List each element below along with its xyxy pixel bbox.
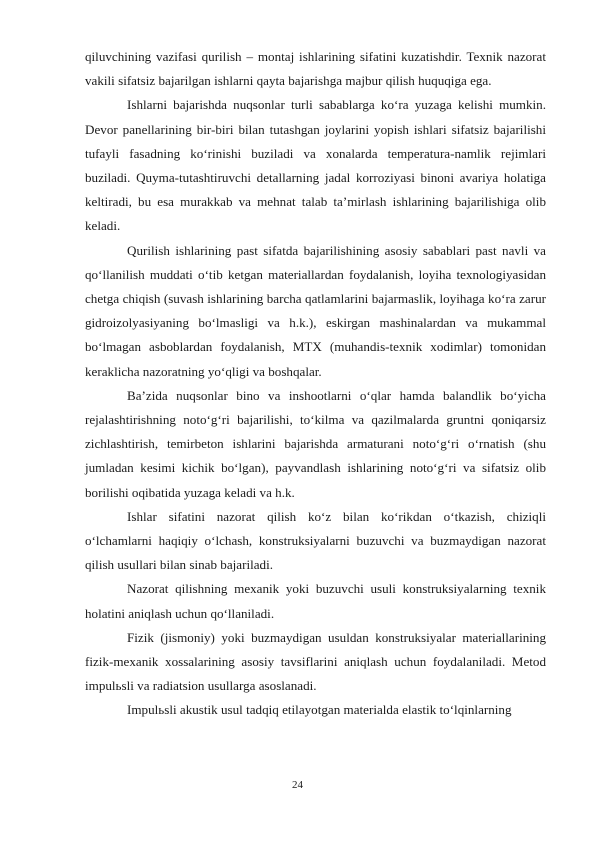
paragraph-6: Nazorat qilishning mexanik yoki buzuvchi usuli konstruksiyalarning texnik holatini aniqlash uchun qo‘llaniladi. (85, 581, 546, 621)
page-number: 24 (292, 779, 303, 791)
document-page (85, 45, 546, 723)
paragraph-5: Ishlar sifatini nazorat qilish ko‘z bilan ko‘rikdan o‘tkazish, chiziqli o‘lchamlarni haqiqiy o‘lchash, konstruksiyalarni buzuvchi va buzmaydigan nazorat qilish usullari bilan sinab bajariladi. (85, 508, 546, 573)
paragraph-7: Fizik (jismoniy) yoki buzmaydigan usuldan konstruksiyalar materiallarining fizik-mexanik xossalarining asosiy tavsiflarini aniqlash uchun foydalaniladi. Metod impulьsli va radiatsion usullarga asoslanadi. (85, 629, 546, 694)
paragraph-4: Ba’zida nuqsonlar bino va inshootlarni o‘qlar hamda balandlik bo‘yicha rejalashtirishning noto‘g‘ri bajarilishi, to‘kilma va qazilmalarda gruntni qoniqarsiz zichlashtirish, temirbeton ishlarini bajarishda armaturani noto‘g‘ri o‘rnatish (shu jumladan kesimi kichik bo‘lgan), payvandlash ishlarining noto‘g‘ri va sifatsiz olib borilishi oqibatida yuzaga keladi va h.k. (85, 387, 546, 500)
paragraph-3: Qurilish ishlarining past sifatda bajarilishining asosiy sabablari past navli va qo‘llanilish muddati o‘tib ketgan materiallardan foydalanish, loyiha texnologiyasidan chetga chiqish (suvash ishlarining barcha qatlamlarini bajarmaslik, loyihaga ko‘ra zarur gidroizolyasiyaning bo‘lmasligi va h.k.), eskirgan mashinalardan va mukammal bo‘lmagan asboblardan foydalanish, MTX (muhandis-texnik xodimlar) tomonidan keraklicha nazoratning yo‘qligi va boshqalar. (85, 242, 546, 379)
paragraph-8: Impulьsli akustik usul tadqiq etilayotgan materialda elastik to‘lqinlarning (127, 702, 512, 718)
paragraph-2: Ishlarni bajarishda nuqsonlar turli sabablarga ko‘ra yuzaga kelishi mumkin. Devor panellarining bir-biri bilan tutashgan joylarini yopish ishlari sifatsiz bajarilishi tufayli fasadning ko‘rinishi buziladi va xonalarda temperatura-namlik rejimlari buziladi. Quyma-tutashtiruvchi detallarning jadal korroziyasi binoni avariya holatiga keltiradi, bu esa murakkab va mehnat talab ta’mirlash ishlarining bajarilishiga olib keladi. (85, 97, 546, 234)
paragraph-1: qiluvchining vazifasi qurilish – montaj ishlarining sifatini kuzatishdir. Texnik nazorat vakili sifatsiz bajarilgan ishlarni qayta bajarishga majbur qilish huquqiga ega. (85, 49, 546, 89)
